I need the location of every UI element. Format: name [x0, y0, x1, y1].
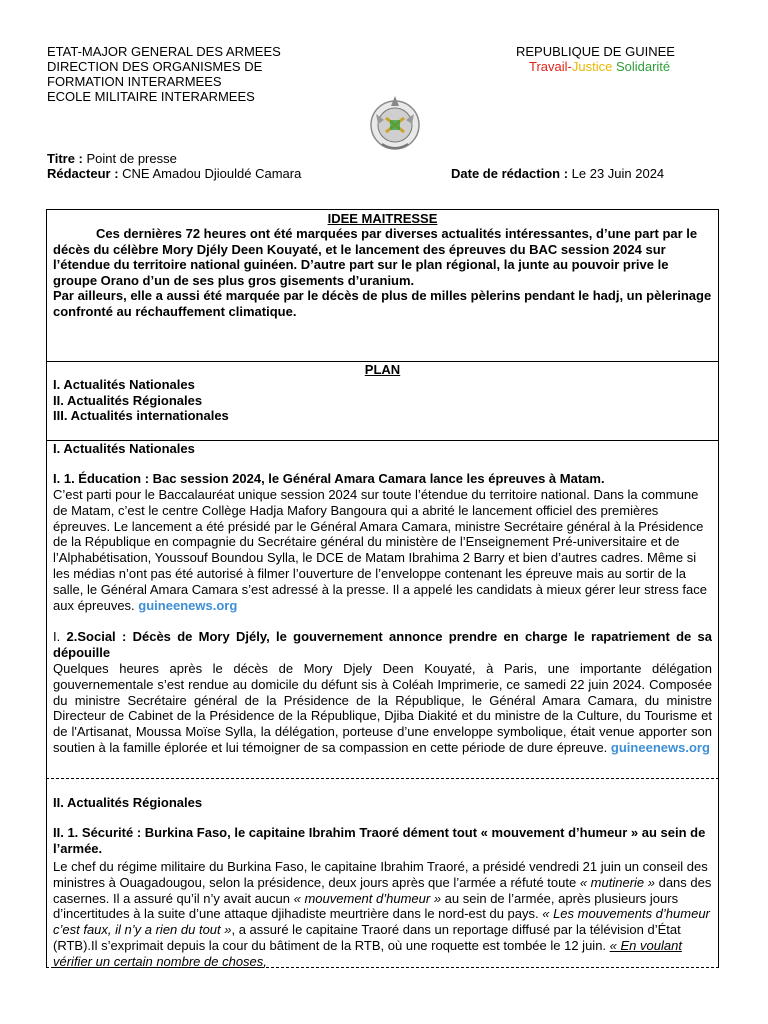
idee-title: IDEE MAITRESSE: [327, 211, 438, 226]
date-line: [451, 166, 664, 181]
header-line: ECOLE MILITAIRE INTERARMEES: [47, 89, 255, 104]
motto-justice: Justice: [571, 59, 613, 74]
security-body: [53, 859, 712, 970]
date-value: Le 23 Juin 2024: [568, 166, 665, 181]
education-body: [53, 487, 712, 613]
source-link[interactable]: guineenews.org: [138, 597, 238, 613]
security-title: II. 1. Sécurité : Burkina Faso, le capitaine Ibrahim Traoré dément tout « mouvement d’humeur » au sein de l’armée.: [53, 825, 706, 856]
idee-paragraph-2: Par ailleurs, elle a aussi été marquée par le décès de plus de milles pèlerins pendant le hadj, un pèlerinage confronté au réchauffement climatique.: [53, 288, 712, 319]
national-heading: I. Actualités Nationales: [53, 441, 195, 456]
security-quote: « En voulant vérifier un certain nombre de choses,: [53, 937, 682, 969]
motto-travail: Travail: [529, 59, 568, 74]
header-line: ETAT-MAJOR GENERAL DES ARMEES: [47, 44, 281, 59]
plan-list: [53, 377, 712, 424]
titre-value: Point de presse: [82, 151, 177, 166]
author-line: [47, 166, 301, 181]
plan-item: III. Actualités internationales: [53, 408, 229, 423]
title-line: [47, 151, 177, 166]
regional-heading: II. Actualités Régionales: [53, 795, 203, 810]
header-line: FORMATION INTERARMEES: [47, 74, 222, 89]
security-text: , a assuré le capitaine Traoré dans un reportage diffusé par la télévision d’État (RTB).Il s’exprimait depuis la cour du bâtiment de la RTB, où une roquette est tombée le 12 juin.: [53, 922, 681, 953]
redacteur-label: Rédacteur :: [47, 166, 119, 181]
social-text: Quelques heures après le décès de Mory Djely Deen Kouyaté, à Paris, une importante délégation gouvernementale s’est rendue au domicile du défunt sis à Coléah Imprimerie, ce samedi 22 juin 2024. Composée du ministre Secrétaire général de la Présidence de la République, le Général Amara Camara, du ministre Directeur de Cabinet de la Présidence de la République, Djiba Diakité et du ministre de la Culture, du Tourisme et de l'Artisanat, Moussa Moïse Sylla, la délégation, porteuse d’une enveloppe symbolique, était venue apporter son soutien à la famille éplorée et lui témoigner de sa compassion en cette période de dure épreuve.: [53, 661, 712, 755]
idee-maitresse-section: [46, 209, 719, 362]
header-left: [47, 44, 281, 104]
education-title: I. 1. Éducation : Bac session 2024, le Général Amara Camara lance les épreuves à Matam.: [53, 471, 605, 486]
plan-item: II. Actualités Régionales: [53, 392, 203, 408]
plan-item: I. Actualités Nationales: [53, 377, 195, 392]
social-title-block: [53, 629, 712, 660]
social-title: 2.Social : Décès de Mory Djély, le gouvernement annonce prendre en charge le rapatriement de sa dépouille: [53, 629, 712, 660]
header-line: DIRECTION DES ORGANISMES DE: [47, 59, 263, 74]
plan-section: [46, 361, 719, 441]
motto-dash: -: [567, 59, 572, 74]
regional-news-section: [46, 778, 719, 968]
security-quote: « mouvement d’humeur »: [293, 890, 442, 906]
titre-label: Titre :: [47, 151, 83, 166]
social-body: [53, 661, 712, 756]
national-news-section: [46, 440, 719, 779]
security-quote: « mutinerie »: [579, 874, 655, 890]
idee-paragraph-1: Ces dernières 72 heures ont été marquées par diverses actualités intéressantes, d’une part par le décès du célèbre Mory Djély Deen Kouyaté, et le lancement des épreuves du BAC session 2024 sur l’étendue du territoire national guinéen. D’autre part sur le plan régional, la junte au pouvoir prive le groupe Orano d’un de ses plus gros gisements d’uranium.: [53, 226, 698, 288]
military-school-emblem-icon: [364, 92, 426, 154]
security-text: au sein de l’armée, après plusieurs jours d’incertitudes à la suite d’une attaque djihadiste meurtrière dans le nord-est du pays.: [53, 890, 679, 922]
security-text: Le chef du régime militaire du Burkina Faso, le capitaine Ibrahim Traoré, a présidé vendredi 21 juin un conseil des ministres à Ouagadougou, selon la présidence, deux jours après que l’armée a réfuté toute: [53, 859, 708, 890]
idee-body: [53, 226, 712, 319]
motto-solidarite: Solidarité: [612, 59, 671, 74]
republic-title: REPUBLIQUE DE GUINEE: [516, 44, 675, 59]
date-label: Date de rédaction :: [451, 166, 569, 181]
security-quote: « Les mouvements d’humeur c’est faux, il n’y a rien du tout »: [53, 906, 710, 938]
redacteur-value: CNE Amadou Djiouldé Camara: [118, 166, 302, 181]
plan-title: PLAN: [364, 362, 401, 377]
social-prefix: I.: [53, 629, 67, 644]
education-text: C’est parti pour le Baccalauréat unique session 2024 sur toute l’étendue du territoire national. Dans la commune de Matam, c’est le centre Collège Hadja Mafory Bangoura qui a abrité le lancement officiel des premières épreuves. Le lancement a été présidé par le Général Amara Camara, ministre Secrétaire général à la Présidence de la République en compagnie du Secrétaire général du ministère de l’Enseignement Pré-universitaire et de l’Alphabétisation, Youssouf Boundou Sylla, le DCE de Matam Ibrahima 2 Barry et bien d’autres cadres. Même si les médias n’ont pas été autorisé à filmer l’ouverture de l’enveloppe contenant les épreuve mais au sortir de la salle, le Général Amara Camara s’est adressé à la presse. Il a appelé les candidats à mieux gérer leur stress face aux épreuves.: [53, 487, 707, 613]
national-motto: [529, 59, 670, 74]
security-text: dans des casernes. Il a assuré qu’il n’y avait aucun: [53, 874, 712, 906]
source-link[interactable]: guineenews.org: [610, 739, 710, 755]
